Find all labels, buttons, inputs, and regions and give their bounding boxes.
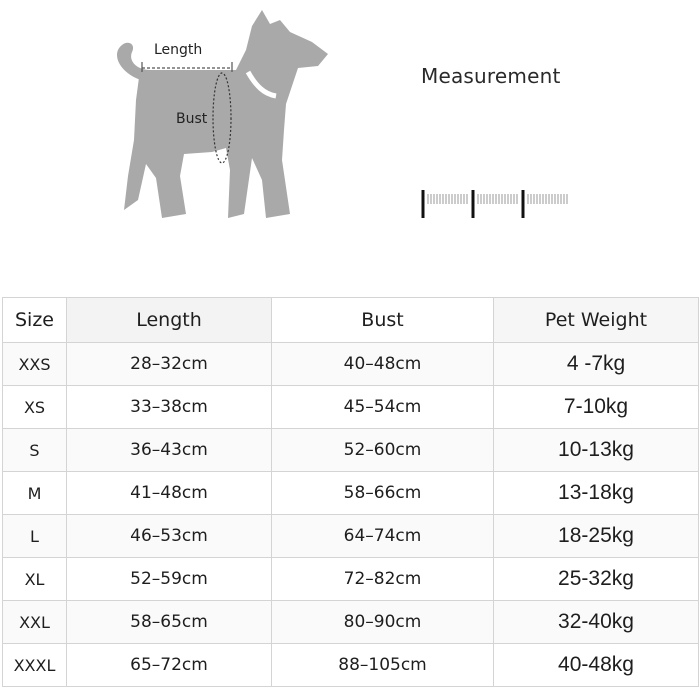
weight-cell: 10-13kg (494, 429, 699, 472)
size-cell: XXS (3, 343, 67, 386)
length-cell: 41–48cm (67, 472, 272, 515)
bust-cell: 58–66cm (272, 472, 494, 515)
weight-cell: 18-25kg (494, 515, 699, 558)
bust-cell: 80–90cm (272, 601, 494, 644)
table-row (3, 343, 699, 386)
size-cell: S (3, 429, 67, 472)
bust-label: Bust (176, 111, 208, 127)
weight-cell: 7-10kg (494, 386, 699, 429)
header-pet-weight: Pet Weight (494, 298, 699, 343)
table-row (3, 429, 699, 472)
size-cell: M (3, 472, 67, 515)
size-cell: XS (3, 386, 67, 429)
weight-cell: 40-48kg (494, 644, 699, 687)
weight-cell: 25-32kg (494, 558, 699, 601)
size-cell: L (3, 515, 67, 558)
length-cell: 52–59cm (67, 558, 272, 601)
length-label: Length (154, 42, 203, 58)
weight-cell: 4 -7kg (494, 343, 699, 386)
bust-cell: 64–74cm (272, 515, 494, 558)
length-cell: 58–65cm (67, 601, 272, 644)
dog-measurement-illustration (0, 0, 700, 290)
header-length: Length (67, 298, 272, 343)
dog-silhouette-icon (117, 10, 328, 218)
measurement-title: Measurement (421, 64, 561, 88)
bust-cell: 40–48cm (272, 343, 494, 386)
size-cell: XXXL (3, 644, 67, 687)
table-row (3, 386, 699, 429)
length-cell: 28–32cm (67, 343, 272, 386)
length-cell: 36–43cm (67, 429, 272, 472)
bust-cell: 45–54cm (272, 386, 494, 429)
bust-cell: 52–60cm (272, 429, 494, 472)
header-size: Size (3, 298, 67, 343)
table-header-row (3, 298, 699, 343)
ruler-icon (423, 190, 567, 218)
size-cell: XXL (3, 601, 67, 644)
table-row (3, 515, 699, 558)
length-cell: 65–72cm (67, 644, 272, 687)
table-row (3, 644, 699, 687)
length-cell: 46–53cm (67, 515, 272, 558)
length-cell: 33–38cm (67, 386, 272, 429)
weight-cell: 32-40kg (494, 601, 699, 644)
weight-cell: 13-18kg (494, 472, 699, 515)
table-row (3, 601, 699, 644)
size-chart-table (2, 297, 699, 687)
table-row (3, 558, 699, 601)
table-row (3, 472, 699, 515)
header-bust: Bust (272, 298, 494, 343)
size-cell: XL (3, 558, 67, 601)
bust-cell: 88–105cm (272, 644, 494, 687)
bust-cell: 72–82cm (272, 558, 494, 601)
